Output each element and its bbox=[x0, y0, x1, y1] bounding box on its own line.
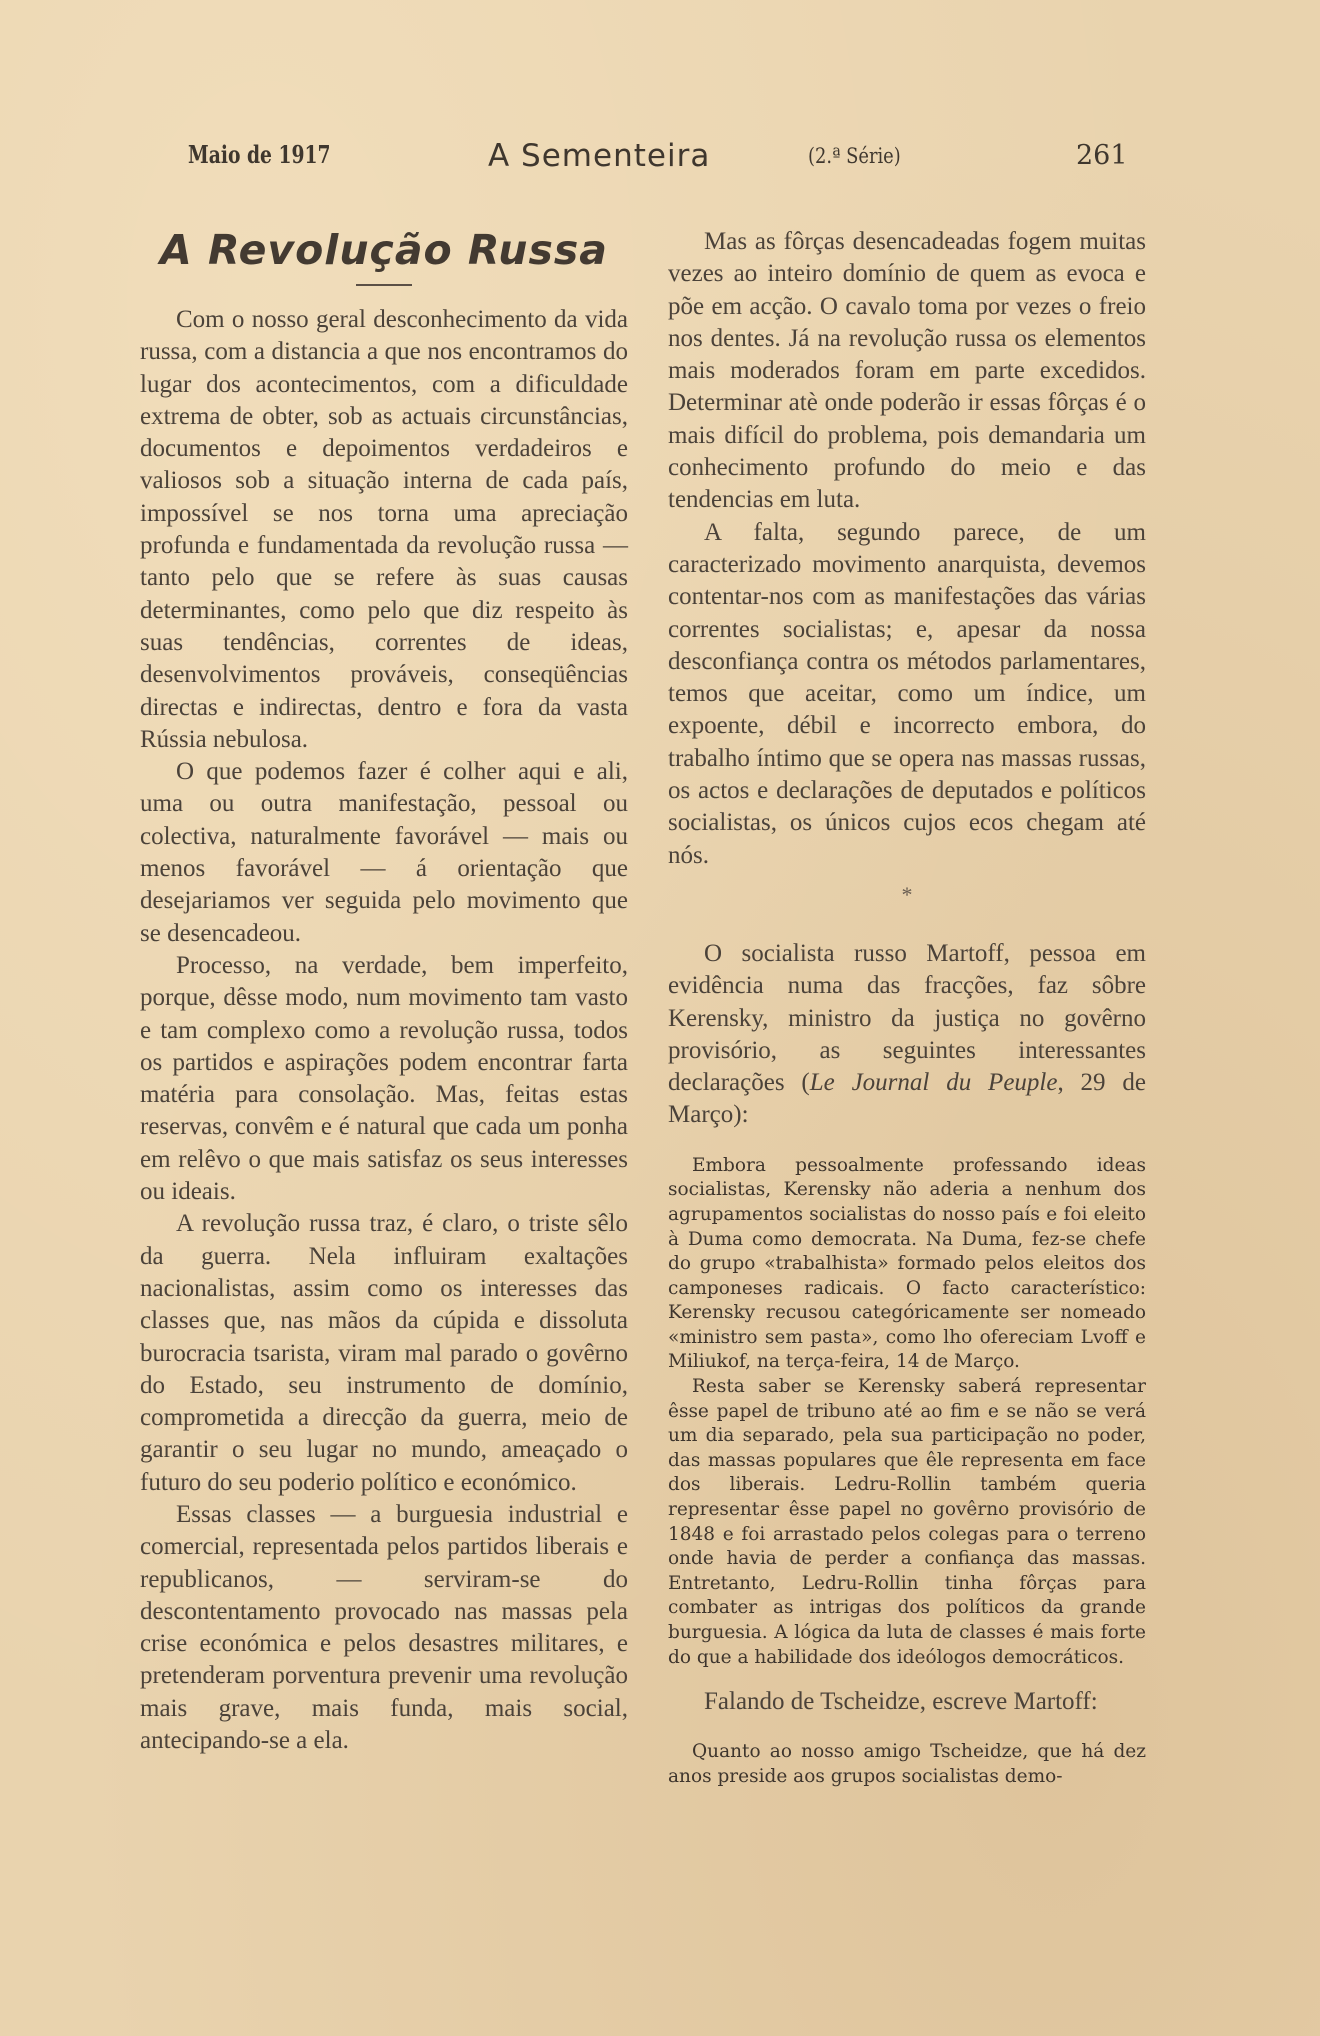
right-column bbox=[668, 226, 1146, 1806]
source-citation: Le Journal du Peuple bbox=[809, 1069, 1058, 1097]
title-rule bbox=[356, 284, 412, 286]
quote-paragraph: Embora pessoalmente professando ideas socialistas, Kerensky não aderia a nenhum dos agrupamentos socialistas do nosso país e foi eleito à Duma como democrata. Na Duma, fez-se chefe do grupo «trabalhista» formado pelos eleitos dos camponeses radicais. O facto característico: Kerensky recusou categóricamente ser nomeado «ministro sem pasta», como lho ofereciam Lvoff e Miliukof, na terça-feira, 14 de Março. bbox=[668, 1154, 1146, 1373]
quote-paragraph: Quanto ao nosso amigo Tscheidze, que há dez anos preside aos grupos socialistas demo- bbox=[668, 1741, 1146, 1788]
tscheidze-quote bbox=[668, 1740, 1146, 1789]
article-title: A Revolução Russa bbox=[160, 226, 608, 274]
body-paragraph: Com o nosso geral desconhecimento da vida russa, com a distancia a que nos encontramos do lugar dos acontecimentos, com a dificuldade extrema de obter, sob as actuais circunstâncias, documentos e depoimentos verdadeiros e valiosos sob a situação interna de cada país, impossível se nos torna uma apreciação profunda e fundamentada da revolução russa — tanto pelo que se refere às suas causas determinantes, como pelo que diz respeito às suas tendências, correntes de ideas, desenvolvimentos prováveis, conseqüências directas e indirectas, dentro e fora da vasta Rússia nebulosa. bbox=[140, 306, 628, 753]
running-header bbox=[140, 138, 1130, 182]
martoff-intro-start: O socialista russo Martoff, pessoa em evidência numa das fracções, faz sôbre Kerensky, ministro da justiça no govêrno provisório, as seguintes interessantes declarações ( bbox=[668, 939, 1146, 1097]
martoff-intro-end: , 29 de Março): bbox=[668, 1069, 1146, 1129]
body-paragraph: Essas classes — a burguesia industrial e comercial, representada pelos partidos liberais e republicanos, — serviram-se do descontentamento provocado nas massas pela crise económica e pelos desastres militares, e pretenderam porventura prevenir uma revolução mais grave, mais funda, mais social, antecipando-se a ela. bbox=[140, 1500, 628, 1755]
page-number: 261 bbox=[1076, 140, 1128, 171]
tscheidze-intro: Falando de Tscheidze, escreve Martoff: bbox=[704, 1688, 1098, 1716]
quote-paragraph: Resta saber se Kerensky saberá representar êsse papel de tribuno até ao fim e se não se verá um dia separado, pela sua participação no poder, das massas populares que êle representa em face dos liberais. Ledru-Rollin também queria representar êsse papel no govêrno provisório de 1848 e foi arrastado pelos colegas para o terreno onde havia de perder a confiança das massas. Entretanto, Ledru-Rollin tinha fôrças para combater as intrigas dos políticos da grande burguesia. A lógica da luta de classes é mais forte do que a habilidade dos ideólogos democráticos. bbox=[668, 1376, 1146, 1668]
series-label: (2.ª Série) bbox=[808, 144, 901, 168]
martoff-intro bbox=[668, 938, 1146, 1132]
body-paragraph: Mas as fôrças desencadeadas fogem muitas vezes ao inteiro domínio de quem as evoca e põe em acção. O cavalo toma por vezes o freio nos dentes. Já na revolução russa os elementos mais moderados foram em parte excedidos. Determinar atè onde poderão ir essas fôrças é o mais difícil do problema, pois demandaria um conhecimento profundo do meio e das tendencias em luta. bbox=[668, 228, 1146, 514]
body-paragraph: A falta, segundo parece, de um caracterizado movimento anarquista, devemos contentar-nos com as manifestações das várias correntes socialistas; e, apesar da nossa desconfiança contra os métodos parlamentares, temos que aceitar, como um índice, um expoente, débil e incorrecto embora, do trabalho íntimo que se opera nas massas russas, os actos e declarações de deputados e políticos socialistas, os únicos cujos ecos chegam até nós. bbox=[668, 518, 1146, 869]
section-separator: * bbox=[901, 881, 913, 907]
issue-date: Maio de 1917 bbox=[188, 140, 331, 169]
left-column bbox=[140, 226, 628, 1757]
journal-title: A Sementeira bbox=[488, 138, 711, 174]
kerensky-quote bbox=[668, 1154, 1146, 1670]
body-paragraph: A revolução russa traz, é claro, o triste sêlo da guerra. Nela influiram exaltações nacionalistas, assim como os interesses das classes que, nas mãos da cúpida e dissoluta burocracia tsarista, viram mal parado o govêrno do Estado, seu instrumento de domínio, comprometida a direcção da guerra, meio de garantir o seu lugar no mundo, ameaçado o futuro do seu poderio político e económico. bbox=[140, 1210, 628, 1496]
body-paragraph: O que podemos fazer é colher aqui e ali, uma ou outra manifestação, pessoal ou colectiva, naturalmente favorável — mais ou menos favorável — á orientação que desejariamos ver seguida pelo movimento que se desencadeou. bbox=[140, 758, 628, 947]
body-paragraph: Processo, na verdade, bem imperfeito, porque, dêsse modo, num movimento tam vasto e tam complexo como a revolução russa, todos os partidos e aspirações podem encontrar farta matéria para consolação. Mas, feitas estas reservas, convêm e é natural que cada um ponha em relêvo o que mais satisfaz os seus interesses ou ideais. bbox=[140, 951, 628, 1206]
